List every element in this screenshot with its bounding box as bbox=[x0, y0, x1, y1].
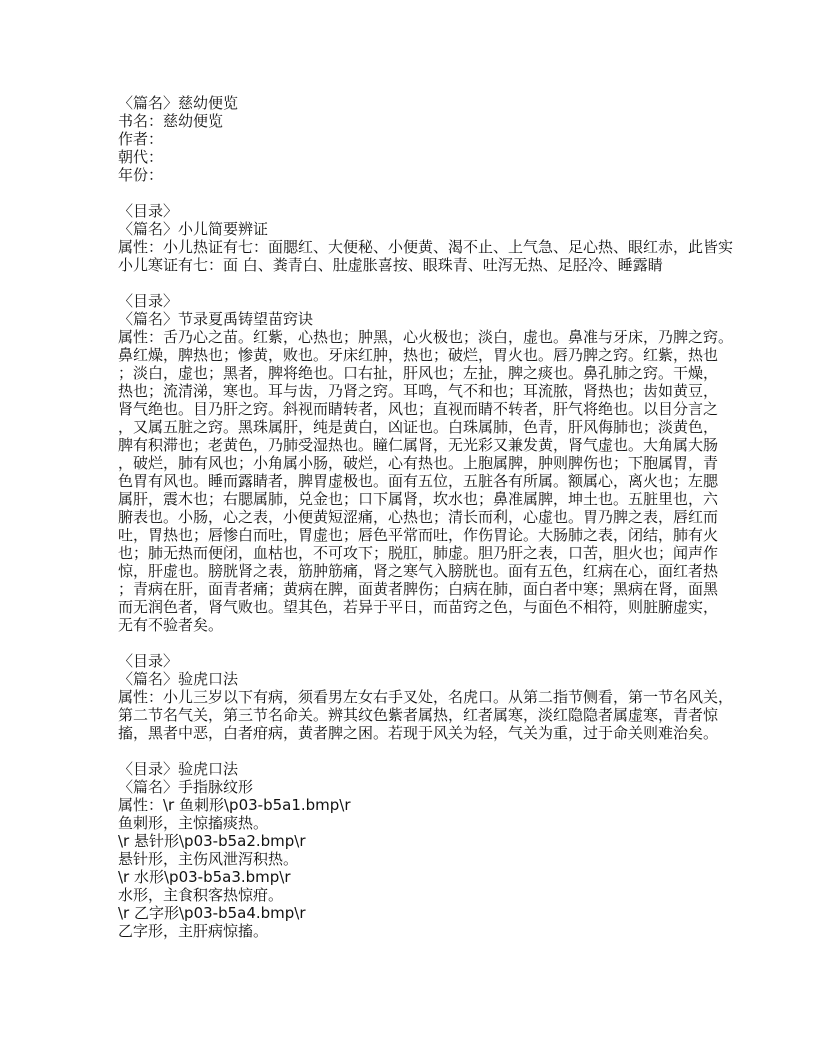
text-line: \r 乙字形\p03-b5a4.bmp\r bbox=[118, 904, 306, 922]
text-line: 〈篇名〉节录夏禹铸望苗窍诀 bbox=[118, 310, 314, 328]
text-line: 年份： bbox=[118, 166, 164, 184]
text-line: 也；肺无热而便闭，血枯也，不可攻下；脱肛，肺虚。胆乃肝之表，口苦，胆火也；闻声作 bbox=[118, 544, 719, 562]
text-line: 而无润色者，肾气败也。望其色，若异于平日，而苗窍之色，与面色不相符，则脏腑虚实， bbox=[118, 598, 719, 616]
text-line: 属性：小儿热证有七：面腮红、大便秘、小便黄、渴不止、上气急、足心热、眼红赤，此皆实 bbox=[118, 238, 734, 256]
document-body bbox=[118, 94, 734, 940]
text-line: 〈篇名〉手指脉纹形 bbox=[118, 778, 254, 796]
text-line: 脾有积滞也；老黄色，乃肺受湿热也。瞳仁属肾，无光彩又兼发黄，肾气虚也。大角属大肠 bbox=[118, 436, 719, 454]
text-line: 搐，黑者中恶，白者疳病，黄者脾之困。若现于风关为轻，气关为重，过于命关则难治矣。 bbox=[118, 724, 719, 742]
text-line: 悬针形，主伤风泄泻积热。 bbox=[118, 850, 299, 868]
text-line: 水形，主食积客热惊疳。 bbox=[118, 886, 284, 904]
text-line: ；淡白，虚也；黑者，脾将绝也。口右扯，肝风也；左扯，脾之痰也。鼻孔肺之窍。干燥， bbox=[118, 364, 719, 382]
text-line: 〈篇名〉慈幼便览 bbox=[118, 94, 239, 112]
text-line: 惊，肝虚也。膀胱肾之表，筋肿筋痛，肾之寒气入膀胱也。面有五色，红病在心，面红者热 bbox=[118, 562, 719, 580]
text-line: 色胃有风也。睡而露睛者，脾胃虚极也。面有五位，五脏各有所属。额属心，离火也；左腮 bbox=[118, 472, 719, 490]
text-line: 第二节名气关，第三节名命关。辨其纹色紫者属热，红者属寒，淡红隐隐者属虚寒，青者惊 bbox=[118, 706, 719, 724]
text-line: ，又属五脏之窍。黑珠属肝，纯是黄白，凶证也。白珠属肺，色青，肝风侮肺也；淡黄色， bbox=[118, 418, 719, 436]
text-line: 〈目录〉 bbox=[118, 652, 179, 670]
text-line bbox=[118, 634, 718, 652]
text-line bbox=[118, 274, 718, 292]
text-line: 书名：慈幼便览 bbox=[118, 112, 224, 130]
text-line: 热也；流清涕，寒也。耳与齿，乃肾之窍。耳鸣，气不和也；耳流脓，肾热也；齿如黄豆， bbox=[118, 382, 719, 400]
text-line: ；青病在肝，面青者痛；黄病在脾，面黄者脾伤；白病在肺，面白者中寒；黑病在肾，面黑 bbox=[118, 580, 719, 598]
text-line: 吐，胃热也；唇惨白而吐，胃虚也；唇色平常而吐，作伤胃论。大肠肺之表，闭结，肺有火 bbox=[118, 526, 719, 544]
text-line: 乙字形，主肝病惊搐。 bbox=[118, 922, 269, 940]
text-line: 属肝，震木也；右腮属肺，兑金也；口下属肾，坎水也；鼻准属脾，坤土也。五脏里也，六 bbox=[118, 490, 719, 508]
text-line: ，破烂，肺有风也；小角属小肠，破烂，心有热也。上胞属脾，肿则脾伤也；下胞属胃，青 bbox=[118, 454, 719, 472]
text-line bbox=[118, 184, 718, 202]
text-line bbox=[118, 742, 718, 760]
text-line: \r 水形\p03-b5a3.bmp\r bbox=[118, 868, 291, 886]
text-line: 鼻红燥，脾热也；惨黄，败也。牙床红肿，热也；破烂，胃火也。唇乃脾之窍。红紫，热也 bbox=[118, 346, 719, 364]
text-line: \r 悬针形\p03-b5a2.bmp\r bbox=[118, 832, 306, 850]
text-line: 〈篇名〉小儿简要辨证 bbox=[118, 220, 269, 238]
text-line: 〈篇名〉验虎口法 bbox=[118, 670, 239, 688]
text-line: 属性：小儿三岁以下有病，须看男左女右手叉处，名虎口。从第二指节侧看，第一节名风关， bbox=[118, 688, 734, 706]
text-line: 腑表也。小肠，心之表，小便黄短涩痛，心热也；清长而利，心虚也。胃乃脾之表，唇红而 bbox=[118, 508, 719, 526]
text-line: 作者： bbox=[118, 130, 164, 148]
text-line: 〈目录〉 bbox=[118, 202, 179, 220]
text-line: 肾气绝也。目乃肝之窍。斜视而睛转者，风也；直视而睛不转者，肝气将绝也。以目分言之 bbox=[118, 400, 719, 418]
text-line: 属性：舌乃心之苗。红紫，心热也；肿黑，心火极也；淡白，虚也。鼻准与牙床，乃脾之窍。 bbox=[118, 328, 734, 346]
text-line: 〈目录〉验虎口法 bbox=[118, 760, 239, 778]
text-line: 鱼刺形，主惊搐痰热。 bbox=[118, 814, 269, 832]
text-line: 无有不验者矣。 bbox=[118, 616, 224, 634]
text-line: 小儿寒证有七：面 白、粪青白、肚虚胀喜按、眼珠青、吐泻无热、足胫冷、睡露睛 bbox=[118, 256, 663, 274]
text-line: 〈目录〉 bbox=[118, 292, 179, 310]
text-line: 朝代： bbox=[118, 148, 164, 166]
text-line: 属性：\r 鱼刺形\p03-b5a1.bmp\r bbox=[118, 796, 351, 814]
